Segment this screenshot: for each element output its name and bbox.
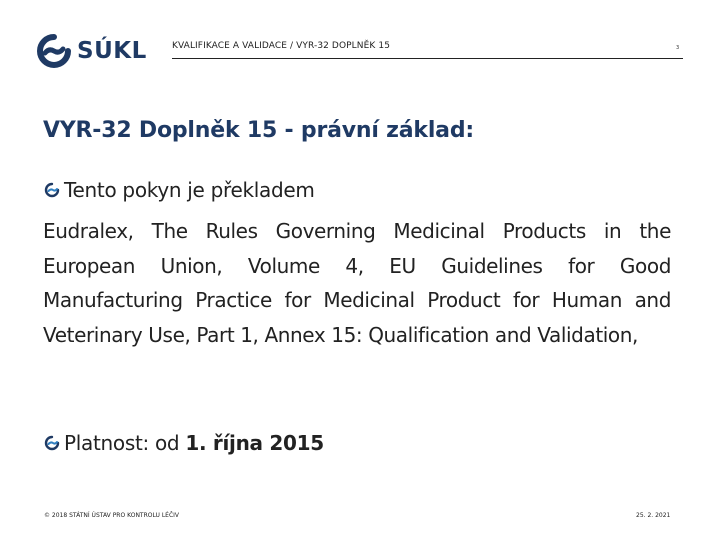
sukl-logo-icon [37, 34, 71, 68]
page-number: 3 [676, 45, 680, 51]
header-title: KVALIFIKACE A VALIDACE / VYR-32 DOPLNĚK 15 [172, 41, 391, 51]
effective-date: 1. října 2015 [185, 431, 324, 455]
bullet-item-2 [44, 431, 324, 455]
slide-title: VYR-32 Doplněk 15 - právní základ: [43, 118, 474, 143]
bullet-item-1 [44, 178, 315, 202]
bullet-arrow-icon [44, 182, 60, 198]
bullet-text-2: Platnost: od [64, 431, 180, 455]
sukl-logo [37, 34, 147, 68]
footer-copyright: © 2018 STÁTNÍ ÚSTAV PRO KONTROLU LÉČIV [44, 512, 180, 519]
bullet-text-1: Tento pokyn je překladem [64, 178, 315, 202]
body-text: Eudralex, The Rules Governing Medicinal Products in the European Union, Volume 4, EU Guidelines for Good Manufacturing Practice for Medicinal Product for Human and Veterinary Use, Part 1, Annex 15: Qualification and Validation, [43, 219, 671, 347]
footer-date: 25. 2. 2021 [636, 512, 671, 519]
header-divider [172, 58, 683, 59]
bullet-arrow-icon [44, 435, 60, 451]
logo-text: SÚKL [77, 37, 147, 64]
